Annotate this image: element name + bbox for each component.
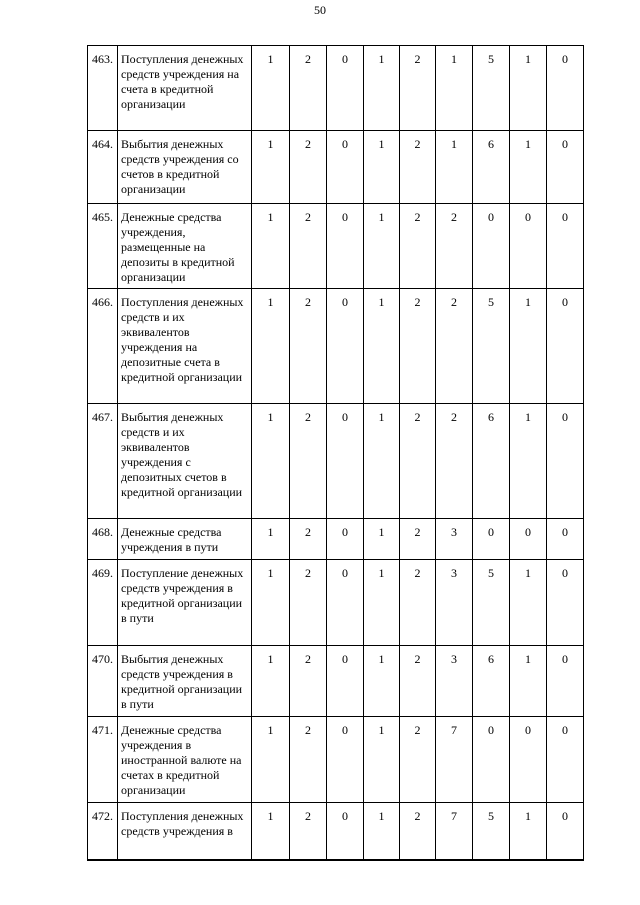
account-name: Выбытия денежных средств и их эквивалентов учреждения с депозитных счетов в кредитной организации: [118, 404, 252, 519]
code-digit: 0: [547, 560, 584, 646]
page-number: 50: [314, 3, 326, 17]
code-digit: 1: [364, 803, 400, 860]
code-digit: 1: [252, 646, 290, 717]
code-digit: 1: [364, 289, 400, 404]
table-row: [88, 717, 584, 803]
code-digit: 2: [290, 519, 327, 560]
code-digit: 5: [473, 560, 510, 646]
code-digit: 1: [252, 204, 290, 289]
code-digit: 0: [327, 646, 364, 717]
code-digit: 1: [510, 289, 547, 404]
code-digit: 1: [364, 46, 400, 131]
code-digit: 2: [290, 131, 327, 204]
account-name: Денежные средства учреждения в пути: [118, 519, 252, 560]
code-digit: 1: [510, 46, 547, 131]
code-digit: 0: [327, 519, 364, 560]
code-digit: 0: [547, 404, 584, 519]
row-number: 469.: [88, 560, 118, 646]
code-digit: 2: [400, 519, 436, 560]
table-row: [88, 803, 584, 860]
code-digit: 1: [364, 717, 400, 803]
code-digit: 2: [290, 204, 327, 289]
code-digit: 1: [364, 404, 400, 519]
code-digit: 0: [327, 717, 364, 803]
code-digit: 2: [400, 289, 436, 404]
code-digit: 7: [436, 717, 473, 803]
code-digit: 7: [436, 803, 473, 860]
accounts-table: [87, 45, 584, 861]
code-digit: 6: [473, 404, 510, 519]
code-digit: 5: [473, 46, 510, 131]
code-digit: 2: [290, 717, 327, 803]
code-digit: 0: [510, 717, 547, 803]
code-digit: 1: [510, 646, 547, 717]
code-digit: 2: [400, 404, 436, 519]
table-row: [88, 46, 584, 131]
code-digit: 1: [252, 404, 290, 519]
code-digit: 1: [252, 717, 290, 803]
code-digit: 0: [473, 519, 510, 560]
table-row: [88, 560, 584, 646]
code-digit: 0: [327, 404, 364, 519]
code-digit: 2: [400, 131, 436, 204]
code-digit: 3: [436, 519, 473, 560]
code-digit: 1: [364, 204, 400, 289]
code-digit: 2: [400, 803, 436, 860]
row-number: 466.: [88, 289, 118, 404]
code-digit: 2: [290, 646, 327, 717]
code-digit: 6: [473, 131, 510, 204]
row-number: 465.: [88, 204, 118, 289]
code-digit: 1: [252, 803, 290, 860]
code-digit: 0: [547, 646, 584, 717]
code-digit: 0: [327, 803, 364, 860]
code-digit: 2: [290, 289, 327, 404]
table-row: [88, 131, 584, 204]
code-digit: 1: [510, 131, 547, 204]
code-digit: 0: [473, 204, 510, 289]
code-digit: 0: [327, 131, 364, 204]
code-digit: 0: [327, 204, 364, 289]
row-number: 468.: [88, 519, 118, 560]
account-name: Денежные средства учреждения, размещенные на депозиты в кредитной организации: [118, 204, 252, 289]
code-digit: 2: [400, 46, 436, 131]
code-digit: 5: [473, 289, 510, 404]
row-number: 464.: [88, 131, 118, 204]
code-digit: 2: [290, 560, 327, 646]
code-digit: 2: [436, 204, 473, 289]
account-name: Поступление денежных средств учреждения в кредитной организации в пути: [118, 560, 252, 646]
table-row: [88, 519, 584, 560]
code-digit: 5: [473, 803, 510, 860]
code-digit: 0: [327, 46, 364, 131]
table-row: [88, 646, 584, 717]
table-row: [88, 404, 584, 519]
code-digit: 6: [473, 646, 510, 717]
code-digit: 0: [327, 560, 364, 646]
code-digit: 1: [252, 519, 290, 560]
row-number: 470.: [88, 646, 118, 717]
code-digit: 2: [400, 646, 436, 717]
code-digit: 0: [510, 519, 547, 560]
code-digit: 1: [252, 46, 290, 131]
code-digit: 3: [436, 646, 473, 717]
code-digit: 2: [436, 289, 473, 404]
account-name: Выбытия денежных средств учреждения со счетов в кредитной организации: [118, 131, 252, 204]
code-digit: 1: [364, 646, 400, 717]
account-name: Поступления денежных средств и их эквивалентов учреждения на депозитные счета в кредитной организации: [118, 289, 252, 404]
code-digit: 2: [290, 46, 327, 131]
code-digit: 1: [364, 519, 400, 560]
row-number: 472.: [88, 803, 118, 860]
code-digit: 1: [436, 46, 473, 131]
account-name: Выбытия денежных средств учреждения в кредитной организации в пути: [118, 646, 252, 717]
code-digit: 1: [436, 131, 473, 204]
code-digit: 0: [547, 717, 584, 803]
row-number: 463.: [88, 46, 118, 131]
code-digit: 1: [252, 560, 290, 646]
table-row: [88, 204, 584, 289]
code-digit: 1: [252, 289, 290, 404]
code-digit: 1: [252, 131, 290, 204]
account-name: Денежные средства учреждения в иностранной валюте на счетах в кредитной организации: [118, 717, 252, 803]
code-digit: 0: [547, 46, 584, 131]
code-digit: 0: [547, 519, 584, 560]
code-digit: 0: [510, 204, 547, 289]
code-digit: 1: [510, 404, 547, 519]
code-digit: 0: [547, 803, 584, 860]
row-number: 467.: [88, 404, 118, 519]
code-digit: 0: [473, 717, 510, 803]
code-digit: 1: [510, 560, 547, 646]
account-name: Поступления денежных средств учреждения на счета в кредитной организации: [118, 46, 252, 131]
code-digit: 1: [364, 560, 400, 646]
code-digit: 0: [547, 204, 584, 289]
row-number: 471.: [88, 717, 118, 803]
account-name: Поступления денежных средств учреждения в: [118, 803, 252, 860]
code-digit: 1: [364, 131, 400, 204]
code-digit: 3: [436, 560, 473, 646]
code-digit: 2: [400, 560, 436, 646]
code-digit: 2: [400, 204, 436, 289]
code-digit: 2: [400, 717, 436, 803]
code-digit: 0: [547, 131, 584, 204]
code-digit: 2: [290, 803, 327, 860]
code-digit: 0: [327, 289, 364, 404]
code-digit: 2: [290, 404, 327, 519]
code-digit: 1: [510, 803, 547, 860]
table-row: [88, 289, 584, 404]
code-digit: 0: [547, 289, 584, 404]
code-digit: 2: [436, 404, 473, 519]
